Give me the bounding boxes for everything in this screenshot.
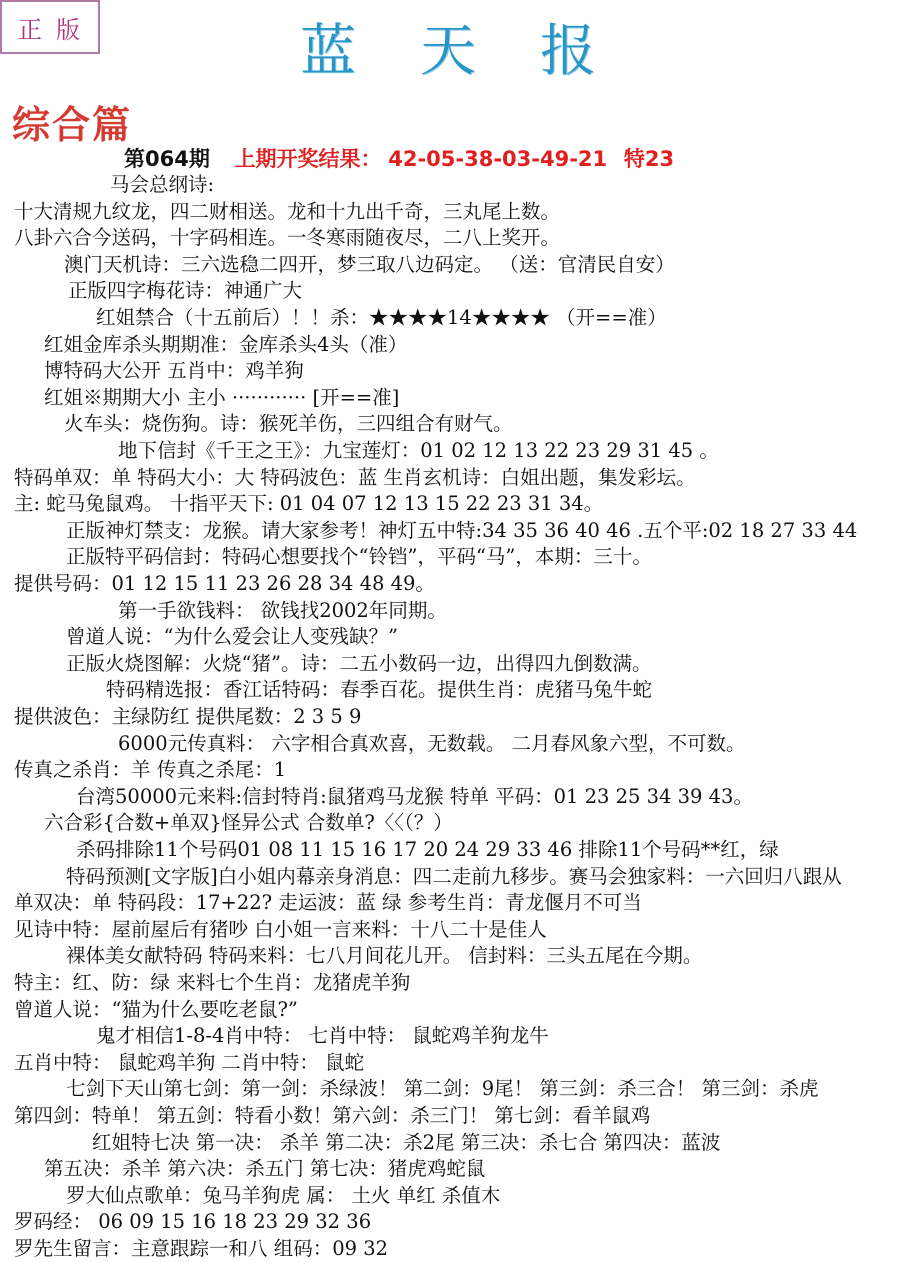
content-line: 博特码大公开 五肖中：鸡羊狗 <box>44 359 304 383</box>
content-line: 六合彩{合数+单双}怪异公式 合数单?〈〈（？） <box>44 811 453 835</box>
content-line: 第五决：杀羊 第六决：杀五门 第七决：猪虎鸡蛇鼠 <box>44 1157 486 1181</box>
content-line: 澳门天机诗：三六选稳二四开，梦三取八边码定。 （送：官清民自安） <box>64 252 675 276</box>
last-result-special: 特23 <box>623 147 675 171</box>
content-line: 特码预测[文字版]白小姐内幕亲身消息：四二走前九移步。赛马会独家料：一六回归八跟从 <box>66 864 842 888</box>
content-line: 罗码经： 06 09 15 16 18 23 29 32 36 <box>14 1210 372 1234</box>
content-line: 鬼才相信1-8-4肖中特： 七肖中特： 鼠蛇鸡羊狗龙牛 <box>96 1024 549 1048</box>
content-line: 正版四字梅花诗：神通广大 <box>68 279 303 303</box>
content-line: 特码单双：单 特码大小：大 特码波色：蓝 生肖玄机诗：白姐出题，集发彩坛。 <box>14 465 696 489</box>
content-line: 台湾50000元来料:信封特肖:鼠猪鸡马龙猴 特单 平码：01 23 25 34 39 43。 <box>76 784 753 808</box>
content-line: 五肖中特： 鼠蛇鸡羊狗 二肖中特： 鼠蛇 <box>14 1050 365 1074</box>
section-title: 综合篇 <box>12 102 133 147</box>
content-line: 地下信封《千王之王》：九宝莲灯：01 02 12 13 22 23 29 31 45 。 <box>118 439 719 462</box>
content-line: 七剑下天山第七剑：第一剑：杀绿波！ 第二剑：9尾！ 第三剑：杀三合！ 第三剑：杀虎 <box>66 1077 819 1101</box>
content-line: 十大清规九纹龙，四二财相送。龙和十九出千奇，三丸尾上数。 <box>14 199 561 223</box>
issue-number: 第064期 <box>124 147 210 171</box>
content-line: 曾道人说：“为什么爱会让人变残缺？” <box>66 625 398 649</box>
issue-header <box>124 144 674 174</box>
content-line: 第一手欲钱料： 欲钱找2002年同期。 <box>118 598 447 622</box>
content-line: 罗大仙点歌单：兔马羊狗虎 属： 土火 单红 杀值木 <box>66 1183 501 1207</box>
content-line: 红姐特七决 第一决： 杀羊 第二决：杀2尾 第三决：杀七合 第四决：蓝波 <box>92 1130 721 1154</box>
content-line: 见诗中特：屋前屋后有猪吵 白小姐一言来料：十八二十是佳人 <box>14 917 547 941</box>
content-line: 罗先生留言：主意跟踪一和八 组码：09 32 <box>14 1237 389 1260</box>
last-result-numbers: 42-05-38-03-49-21 <box>388 147 608 171</box>
content-line: 提供波色：主绿防红 提供尾数：2 3 5 9 <box>14 705 362 728</box>
content-line: 曾道人说：“猫为什么要吃老鼠?” <box>14 997 298 1021</box>
content-line: 八卦六合今送码，十字码相连。一冬寒雨随夜尽，二八上奖开。 <box>14 226 561 250</box>
content-line: 特主：红、防：绿 来料七个生肖：龙猪虎羊狗 <box>14 971 411 994</box>
content-line: 红姐※期期大小 主小 ············ [开==准] <box>44 385 400 409</box>
content-line: 裸体美女献特码 特码来料：七八月间花儿开。 信封料：三头五尾在今期。 <box>66 944 703 968</box>
content-line: 单双决：单 特码段：17+22? 走运波：蓝 绿 参考生肖：青龙偃月不可当 <box>14 891 642 915</box>
content-line: 正版火烧图解：火烧“猪”。诗：二五小数码一边，出得四九倒数满。 <box>66 651 652 675</box>
content-line: 正版神灯禁支：龙猴。请大家参考！神灯五中特:34 35 36 40 46 .五个平:02 18 27 33 44 <box>66 518 858 542</box>
content-line: 火车头：烧伤狗。诗：猴死羊伤，三四组合有财气。 <box>64 412 513 436</box>
content-line: 红姐金库杀头期期准：金库杀头4头（准） <box>44 332 408 356</box>
content-line: 第四剑：特单！ 第五剑：特看小数！第六剑：杀三门！ 第七剑：看羊鼠鸡 <box>14 1104 651 1127</box>
last-result-label: 上期开奖结果： <box>234 147 382 171</box>
masthead-title: 蓝天报 <box>300 19 660 84</box>
content-line: 传真之杀肖：羊 传真之杀尾：1 <box>14 758 287 782</box>
content-line: 杀码排除11个号码01 08 11 15 16 17 20 24 29 33 46 排除11个号码**红，绿 <box>76 838 779 861</box>
content-line: 红姐禁合（十五前后）！！杀：★★★★14★★★★ （开==准） <box>96 306 667 329</box>
content-line: 正版特平码信封：特码心想要找个“铃铛”，平码“马”，本期：三十。 <box>66 545 652 569</box>
content-line: 特码精选报：香江话特码：春季百花。提供生肖：虎猪马兔牛蛇 <box>106 678 653 702</box>
content-line: 6000元传真料： 六字相合真欢喜，无数载。 二月春风象六型，不可数。 <box>118 731 746 755</box>
content-line: 提供号码：01 12 15 11 23 26 28 34 48 49。 <box>14 572 435 595</box>
content-line: 马会总纲诗: <box>110 173 215 196</box>
content-line: 主: 蛇马兔鼠鸡。 十指平天下: 01 04 07 12 13 15 22 23 31 34。 <box>14 492 604 516</box>
zhengban-badge: 正版 <box>0 0 100 54</box>
